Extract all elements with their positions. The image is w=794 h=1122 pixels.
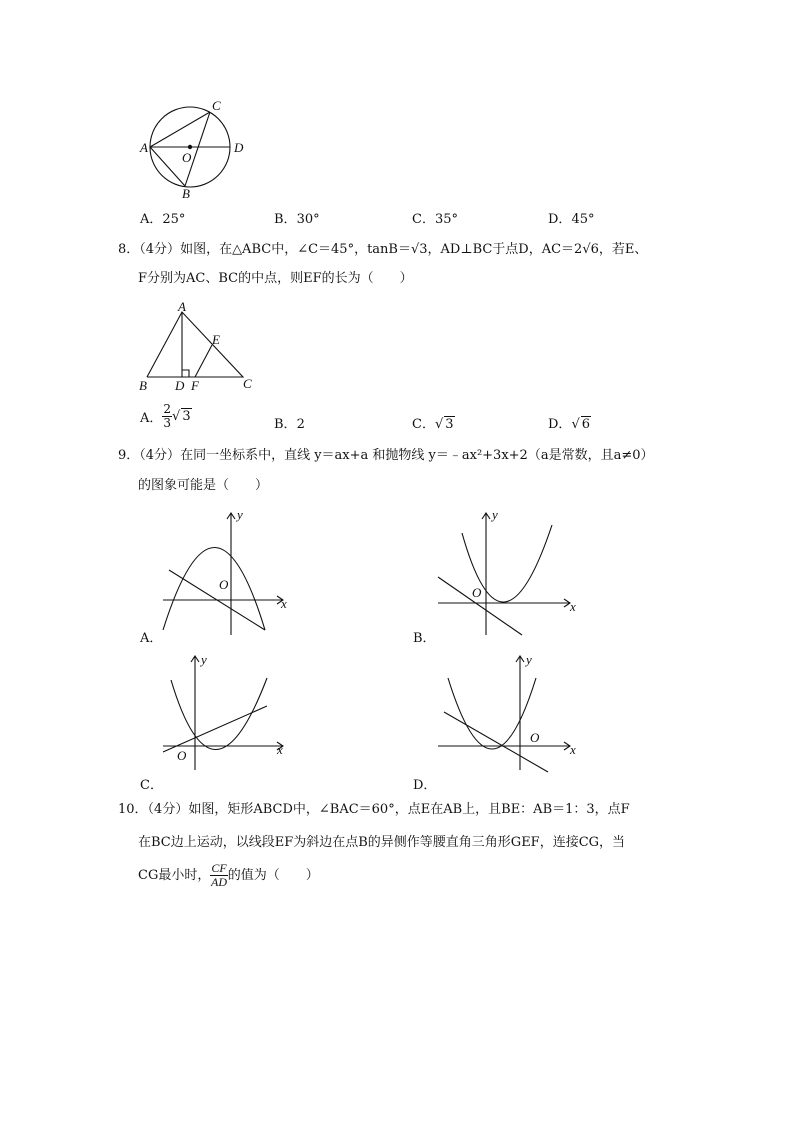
y-label: y [526,652,532,667]
line [163,706,267,752]
center-dot [188,145,192,149]
label-b: B [139,378,147,393]
q7-option-d[interactable] [548,208,594,227]
option-letter: C． [140,778,163,793]
option-letter: D． [548,212,572,227]
x-label: x [570,742,576,757]
q9-option-d[interactable] [413,774,436,793]
y-label: y [492,507,498,522]
label-b: B [182,186,190,201]
x-label: x [277,742,283,757]
q8-triangle-figure [135,300,265,395]
option-letter: A． [140,212,163,227]
radicand: 3 [445,417,454,432]
q9-option-a[interactable] [140,627,162,646]
label-d: D [234,140,244,155]
option-letter: C． [412,212,435,227]
q9-option-b[interactable] [413,627,436,646]
q9-number: 9． [118,448,140,463]
q9-graph-a [155,505,300,640]
label-c: C [243,376,252,391]
q8-stem-line1 [118,243,647,256]
q9-option-c[interactable] [140,774,163,793]
origin-label: O [530,730,540,745]
q9-text-line1: 在同一坐标系中，直线 y＝ax+a 和抛物线 y＝﹣ax²+3x+2（a是常数，且a≠0） [180,448,654,463]
label-o: O [182,150,192,165]
origin-label: O [177,748,187,763]
q7-option-b[interactable] [274,208,320,227]
q10-number: 10． [118,802,148,817]
option-text: 35° [434,212,458,227]
radicand: 6 [581,417,591,432]
q9-stem-line1 [118,449,654,462]
label-f: F [191,378,199,393]
option-letter: A． [140,411,163,427]
q8-text-line2: F分别为AC、BC的中点，则EF的长为（ ） [138,271,413,286]
fraction-denominator: AD [211,875,228,890]
option-text: 45° [571,212,595,227]
option-letter: B． [274,212,297,227]
q8-text-line1: 如图，在△ABC中，∠C＝45°，tanB＝√3，AD⊥BC于点D，AC＝2√6，若E、 [180,242,648,257]
option-text: 30° [296,212,320,227]
option-letter: D． [413,778,437,793]
q9-stem-line2 [138,479,268,492]
q8-stem-line2 [138,272,413,285]
option-letter: B． [413,631,436,646]
q8-option-c[interactable]: C．√ 3 [412,417,454,432]
q8-option-a[interactable]: A． $\frac{2}{3}$ √ 3 [140,402,191,431]
q9-graph-b [430,505,580,640]
q9-graph-d [430,650,580,775]
q10-text-line1: 如图，矩形ABCD中，∠BAC＝60°，点E在AB上，且BE：AB＝1：3，点F [188,802,630,817]
y-label: y [237,507,243,522]
q10-text-line3a: CG最小时， [138,868,211,884]
option-letter: C． [412,417,435,432]
fraction-denominator: 3 [163,416,172,431]
q8-option-b[interactable] [274,413,305,432]
q8-number: 8． [118,242,140,257]
option-text: 2 [296,417,305,432]
q7-option-c[interactable] [412,208,458,227]
q9-text-line2: 的图象可能是（ ） [138,478,269,493]
origin-label: O [219,577,229,592]
label-d: D [175,378,185,393]
fraction-numerator: CF [211,861,227,875]
label-a: A [178,300,186,314]
option-letter: A． [140,631,163,646]
fraction [162,403,172,430]
q7-circle-figure [130,95,260,205]
q10-stem-line3 [138,862,319,889]
parabola [163,548,265,631]
q8-score: （4分） [139,242,181,257]
q10-stem-line1 [118,803,630,816]
q10-stem-line2 [138,836,625,849]
q10-score: （4分） [147,802,189,817]
chord-ac [150,112,210,147]
right-angle-mark [182,370,189,377]
radicand: 3 [182,409,191,425]
segment-ef [195,345,212,377]
option-letter: D． [548,417,572,432]
option-letter: B． [274,417,297,432]
q9-score: （4分） [139,448,181,463]
q10-text-line3b: 的值为（ ） [227,868,319,884]
q10-fraction [210,862,227,889]
fraction-numerator: 2 [163,402,172,416]
label-e: E [212,332,220,347]
y-label: y [201,652,207,667]
x-label: x [570,599,576,614]
triangle-abc [147,312,243,377]
parabola [448,678,536,749]
origin-label: O [472,585,482,600]
chord-cb [185,112,210,186]
q10-text-line2: 在BC边上运动，以线段EF为斜边在点B的异侧作等腰直角三角形GEF，连接CG，当 [138,835,626,850]
x-label: x [281,596,287,611]
parabola [171,678,267,750]
q9-graph-c [155,650,300,775]
option-text: 25° [162,212,186,227]
q8-option-d[interactable]: D．√ 6 [548,417,591,432]
label-a: A [140,140,148,155]
label-c: C [212,98,221,113]
q7-option-a[interactable] [140,208,185,227]
